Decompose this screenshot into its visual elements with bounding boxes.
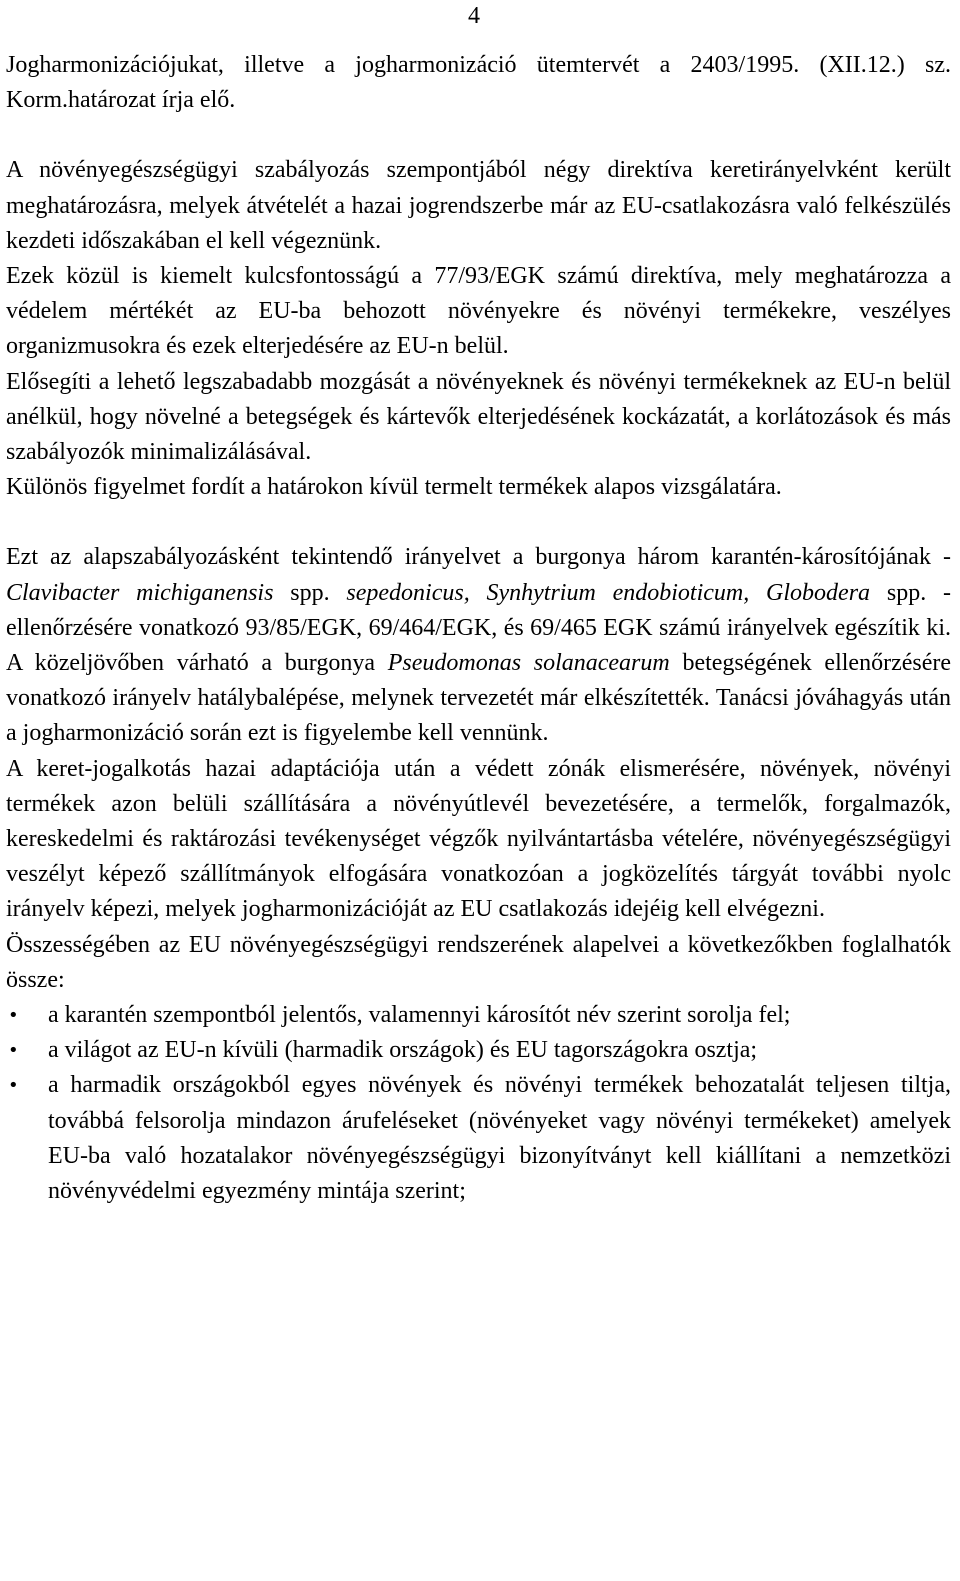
text-span: spp. — [273, 579, 347, 606]
species-name: Clavibacter michiganensis — [6, 579, 274, 606]
list-item-text: a harmadik országokból egyes növények és növényi termékek behozatalát teljesen tiltja, továbbá felsorolja mindazon árufeléseket (növényeket vagy növényi termékeket) amelyek EU-ba való hozatalakor növényegészségügyi bizonyítványt kell kiállítani a nemzetközi növényvédelmi egyezmény mintája szerint; — [48, 1072, 951, 1205]
species-name: Pseudomonas solanacearum — [387, 650, 670, 677]
species-name: sepedonicus, Synhytrium endobioticum, Globodera — [346, 579, 871, 606]
page-number: 4 — [468, 3, 480, 29]
list-item-text: a világot az EU-n kívüli (harmadik országok) és EU tagországokra osztja; — [48, 1037, 758, 1064]
bullet-icon: • — [8, 1040, 19, 1062]
list-item — [6, 1033, 951, 1068]
text-span: Ezt az alapszabályozásként tekintendő irányelvet a burgonya három karantén-károsítójának - — [6, 544, 951, 571]
paragraph-framework-adaptation: A keret-jogalkotás hazai adaptációja után a védett zónák elismerésére, növények, növényi termékek azon belüli szállítására a növényútlevél bevezetésére, a termelők, forgalmazók, kereskedelmi és raktározási tevékenységet végzők nyilvántartásba vételére, növényegészségügyi veszélyt képező szállítmányok elfogására vonatkozóan a jogközelítés tárgyát további nyolc irányelv képezi, melyek jogharmonizációját az EU csatlakozás idejéig kell elvégezni. — [6, 755, 951, 923]
bullet-icon: • — [8, 1005, 19, 1027]
text-span: spp. - ellenőrzésére vonatkozó 93/85/EGK, 69/464/EGK, és 69/465 EGK számú irányelvek egészítik ki. A közeljövőben várható a burgonya — [6, 579, 951, 677]
paragraph-framework-directives: A növényegészségügyi szabályozás szempontjából négy direktíva keretirányelvként került meghatározásra, melyek átvételét a hazai jogrendszerbe már az EU-csatlakozásra való felkészülés kezdeti időszakában el kell végeznünk. — [6, 157, 951, 254]
bullet-icon: • — [8, 1075, 19, 1097]
paragraph-intro: Jogharmonizációjukat, illetve a jogharmonizáció ütemtervét a 2403/1995. (XII.12.) sz. Korm.határozat írja elő. — [6, 52, 951, 114]
paragraph-potato-directives — [6, 540, 951, 751]
paragraph-border-inspection: Különös figyelmet fordít a határokon kívül termelt termékek alapos vizsgálatára. — [6, 474, 782, 501]
paragraph-summary-principles: Összességében az EU növényegészségügyi rendszerének alapelvei a következőkben foglalhatók össze: — [6, 931, 951, 993]
paragraph-free-movement: Elősegíti a lehető legszabadabb mozgását a növényeknek és növényi termékeknek az EU-n belül anélkül, hogy növelné a betegségek és kártevők elterjedésének kockázatát, a korlátozások és más szabályozók minimalizálásával. — [6, 368, 951, 466]
document-body — [6, 48, 951, 1209]
list-item — [6, 998, 951, 1033]
list-item-text: a karantén szempontból jelentős, valamennyi károsítót név szerint sorolja fel; — [48, 1002, 791, 1029]
text-span: betegségének ellenőrzésére vonatkozó irányelv hatálybalépése, melynek tervezetét már elkészítették. Tanácsi jóváhagyás után a jogharmonizáció során ezt is figyelembe kell vennünk. — [6, 650, 952, 747]
paragraph-gap — [6, 505, 951, 540]
paragraph-77-93-directive: Ezek közül is kiemelt kulcsfontosságú a 77/93/EGK számú direktíva, mely meghatározza a védelem mértékét az EU-ba behozott növényekre és növényi termékekre, veszélyes organizmusokra és ezek elterjedésére az EU-n belül. — [6, 263, 951, 360]
paragraph-gap — [6, 118, 951, 153]
list-item — [6, 1068, 951, 1209]
principles-list — [6, 998, 951, 1209]
